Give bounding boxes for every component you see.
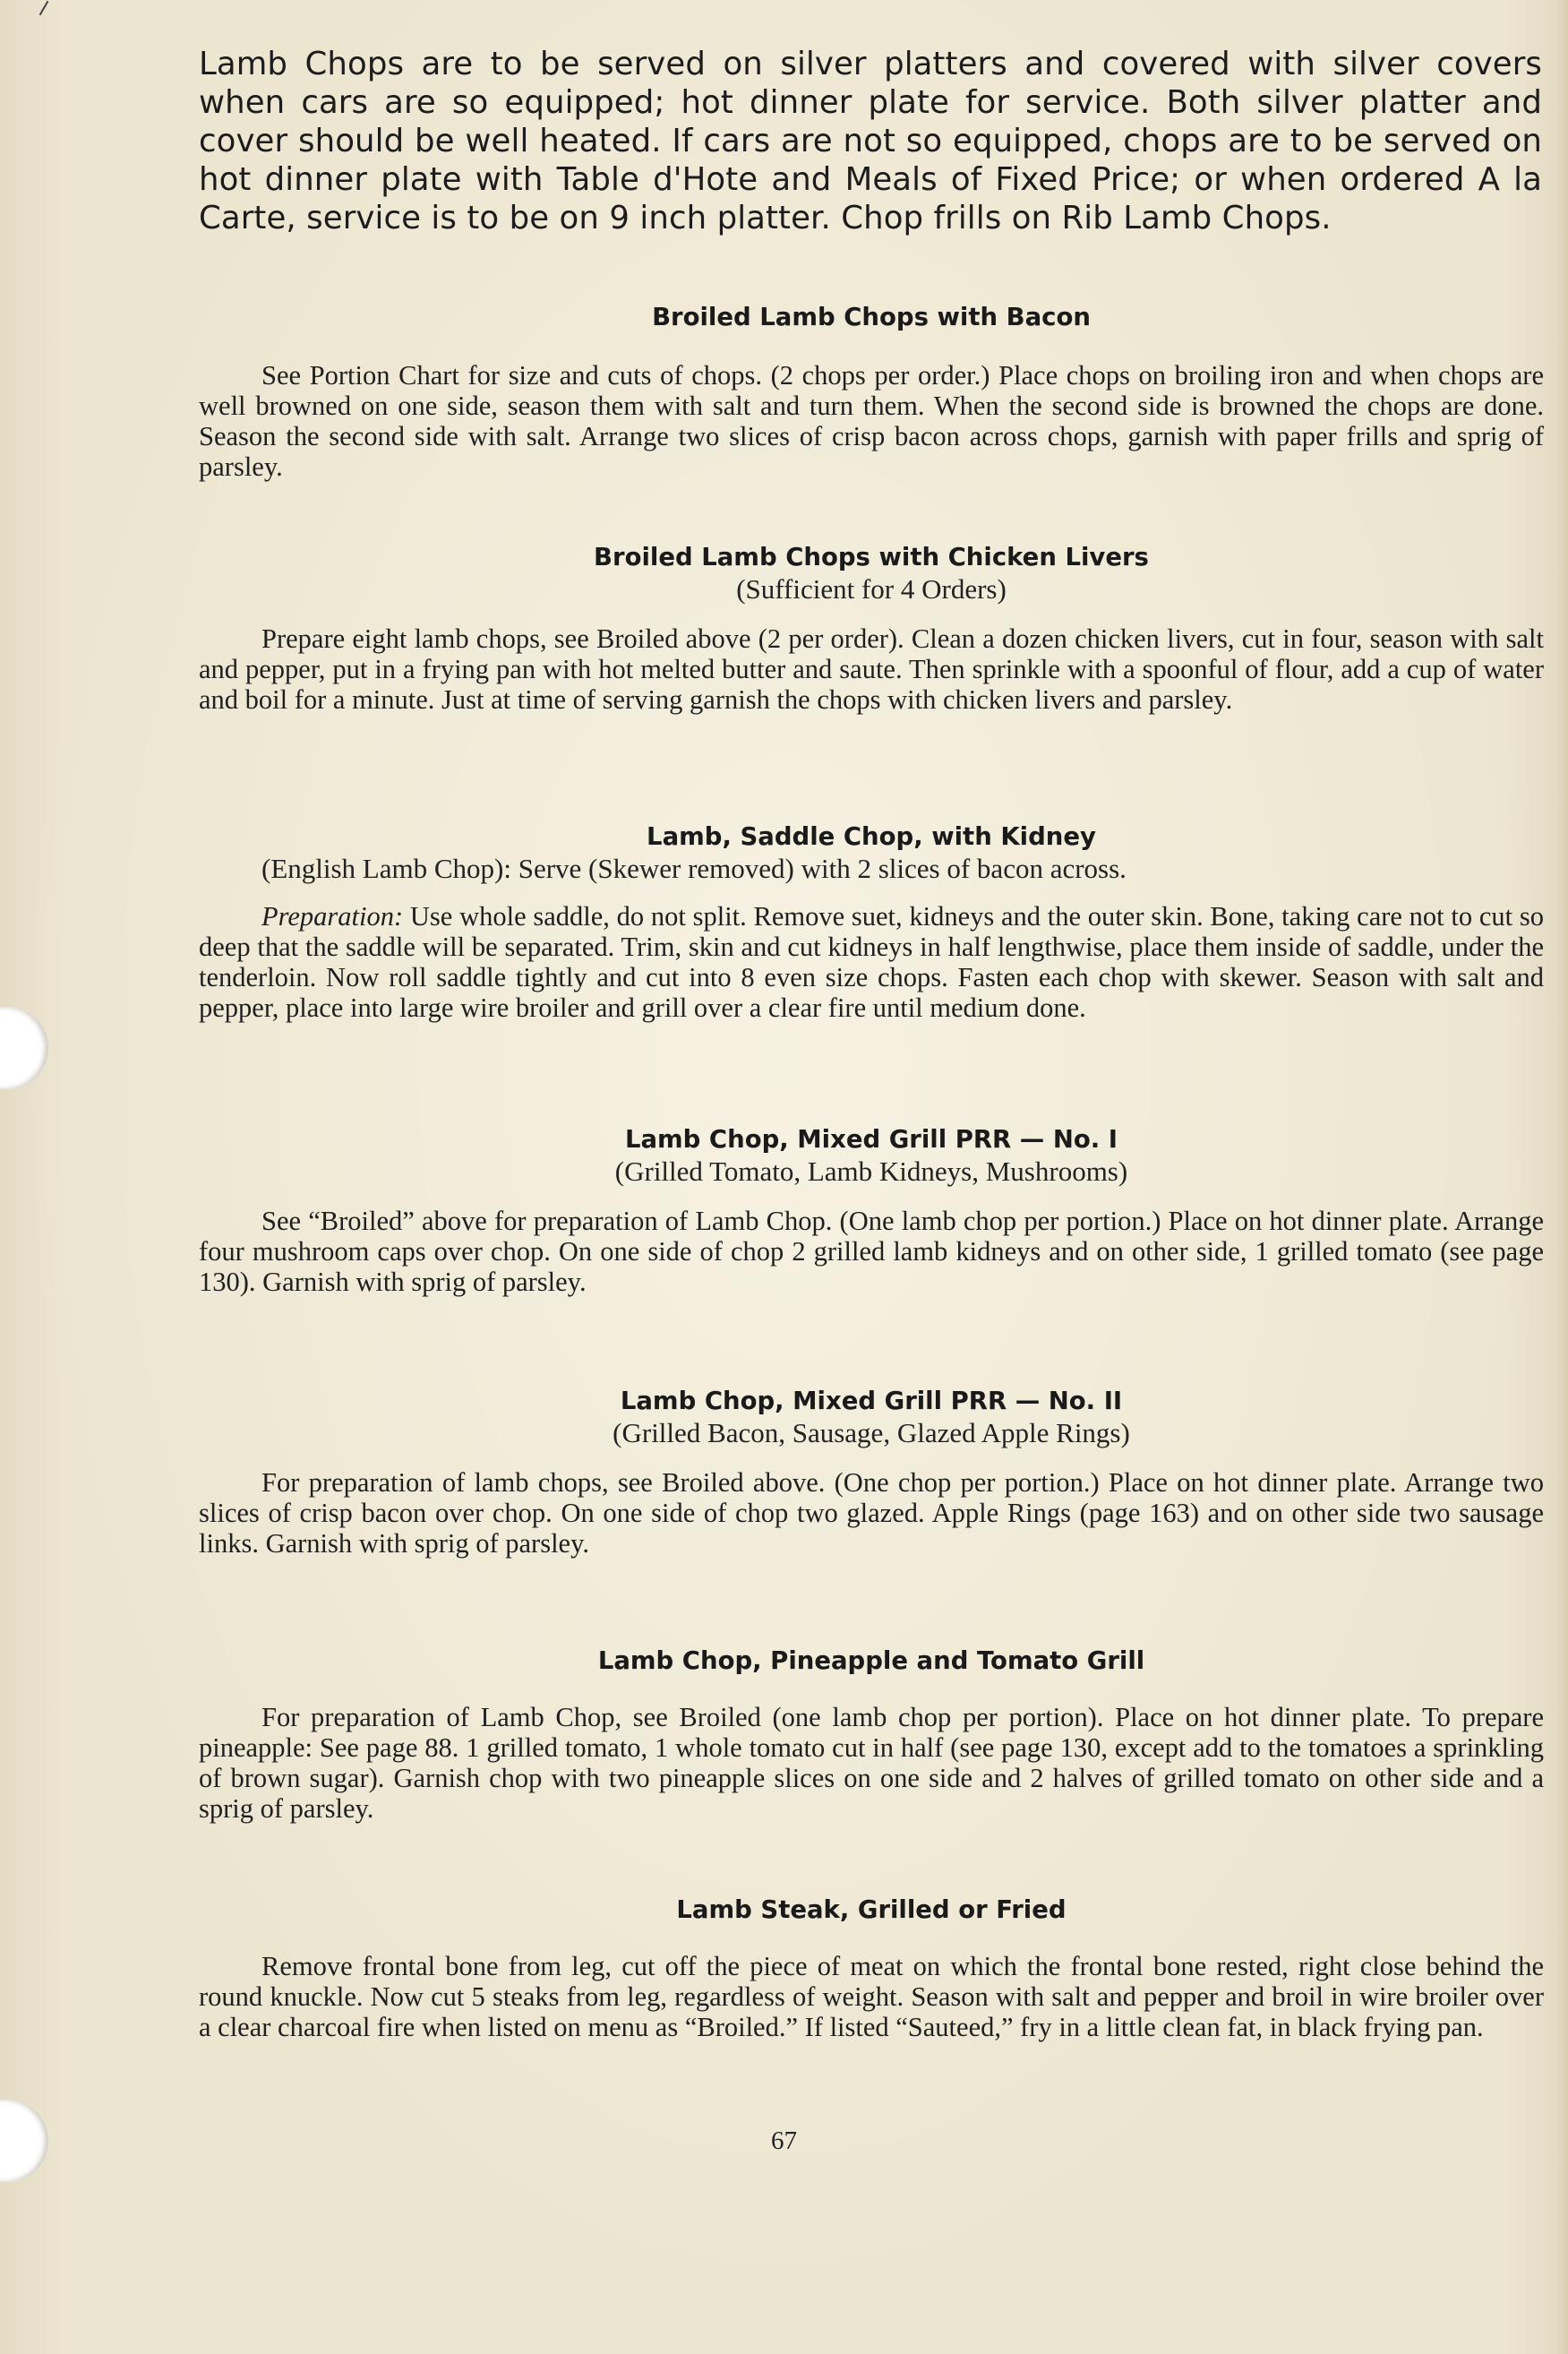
recipe-title: Lamb Steak, Grilled or Fried [676,1895,1067,1924]
recipe-broiled-lamb-chops-bacon [199,301,1544,482]
recipe-title: Lamb Chop, Mixed Grill PRR — No. II [620,1387,1123,1415]
recipe-subtitle: (Grilled Tomato, Lamb Kidneys, Mushrooms) [614,1156,1128,1187]
recipe-title: Lamb Chop, Mixed Grill PRR — No. I [624,1125,1118,1154]
recipe-mixed-grill-no-2 [199,1385,1544,1559]
preparation-label: Preparation: [261,901,404,932]
recipe-mixed-grill-no-1 [199,1123,1544,1297]
recipe-body: Remove frontal bone from leg, cut off the piece of meat on which the frontal bone rested, right close behind the round knuckle. Now cut 5 steaks from leg, regardless of weight. Season with salt and pepper and broil in wire broiler over a clear charcoal fire when listed on menu as “Broiled.” If listed “Sauteed,” fry in a little clean fat, in black frying pan. [199,1951,1544,2042]
recipe-broiled-lamb-chops-chicken-livers [199,541,1544,715]
recipe-title: Broiled Lamb Chops with Bacon [652,303,1091,331]
page-edge-shadow [1557,0,1568,2354]
recipe-subtitle: (Sufficient for 4 Orders) [736,573,1007,605]
recipe-subtitle: (English Lamb Chop): Serve (Skewer removed) with 2 slices of bacon across. [261,853,1127,884]
binder-punch-hole-upper [0,1007,48,1089]
intro-paragraph: Lamb Chops are to be served on silver platters and covered with silver covers when cars are so equipped; hot dinner plate for service. Both silver platter and cover should be well heated. If cars are not so equipped, chops are to be served on hot dinner plate with Table d'Hote and Meals of Fixed Price; or when ordered A la Carte, service is to be on 9 inch platter. Chop frills on Rib Lamb Chops. [199,45,1542,236]
recipe-body: For preparation of Lamb Chop, see Broiled (one lamb chop per portion). Place on hot dinner plate. To prepare pineapple: See page 88. 1 grilled tomato, 1 whole tomato cut in half (see page 130, except add to the tomatoes a sprinkling of brown sugar). Garnish chop with two pineapple slices on one side and 2 halves of grilled tomato on other side and a sprig of parsley. [199,1702,1544,1824]
corner-mark [39,1,49,16]
recipe-body: For preparation of lamb chops, see Broiled above. (One chop per portion.) Place on hot dinner plate. Arrange two slices of crisp bacon over chop. On one side of chop two glazed. Apple Rings (page 163) and on other side two sausage links. Garnish with sprig of parsley. [199,1467,1544,1559]
recipe-title: Broiled Lamb Chops with Chicken Livers [594,543,1149,571]
recipe-body-text: Use whole saddle, do not split. Remove suet, kidneys and the outer skin. Bone, taking care not to cut so deep that the saddle will be separated. Trim, skin and cut kidneys in half lengthwise, place them inside of saddle, under the tenderloin. Now roll saddle tightly and cut into 8 even size chops. Fasten each chop with skewer. Season with salt and pepper, place into large wire broiler and grill over a clear fire until medium done. [199,901,1544,1023]
page-number: 67 [771,2126,797,2155]
recipe-body [199,901,1544,1023]
recipe-body: Prepare eight lamb chops, see Broiled above (2 per order). Clean a dozen chicken livers, cut in four, season with salt and pepper, put in a frying pan with hot melted butter and saute. Then sprinkle with a spoonful of flour, add a cup of water and boil for a minute. Just at time of serving garnish the chops with chicken livers and parsley. [199,623,1544,715]
recipe-lamb-saddle-chop-kidney [199,820,1544,1023]
recipe-body: See Portion Chart for size and cuts of chops. (2 chops per order.) Place chops on broiling iron and when chops are well browned on one side, season them with salt and turn them. When the second side is browned the chops are done. Season the second side with salt. Arrange two slices of crisp bacon across chops, garnish with paper frills and sprig of parsley. [199,360,1544,482]
recipe-lamb-steak [199,1894,1544,2042]
recipe-pineapple-tomato-grill [199,1645,1544,1824]
recipe-subtitle: (Grilled Bacon, Sausage, Glazed Apple Rings) [613,1417,1130,1448]
recipe-title: Lamb, Saddle Chop, with Kidney [647,822,1096,851]
recipe-title: Lamb Chop, Pineapple and Tomato Grill [597,1646,1145,1675]
recipe-body: See “Broiled” above for preparation of Lamb Chop. (One lamb chop per portion.) Place on hot dinner plate. Arrange four mushroom caps over chop. On one side of chop 2 grilled lamb kidneys and on other side, 1 grilled tomato (see page 130). Garnish with sprig of parsley. [199,1206,1544,1297]
